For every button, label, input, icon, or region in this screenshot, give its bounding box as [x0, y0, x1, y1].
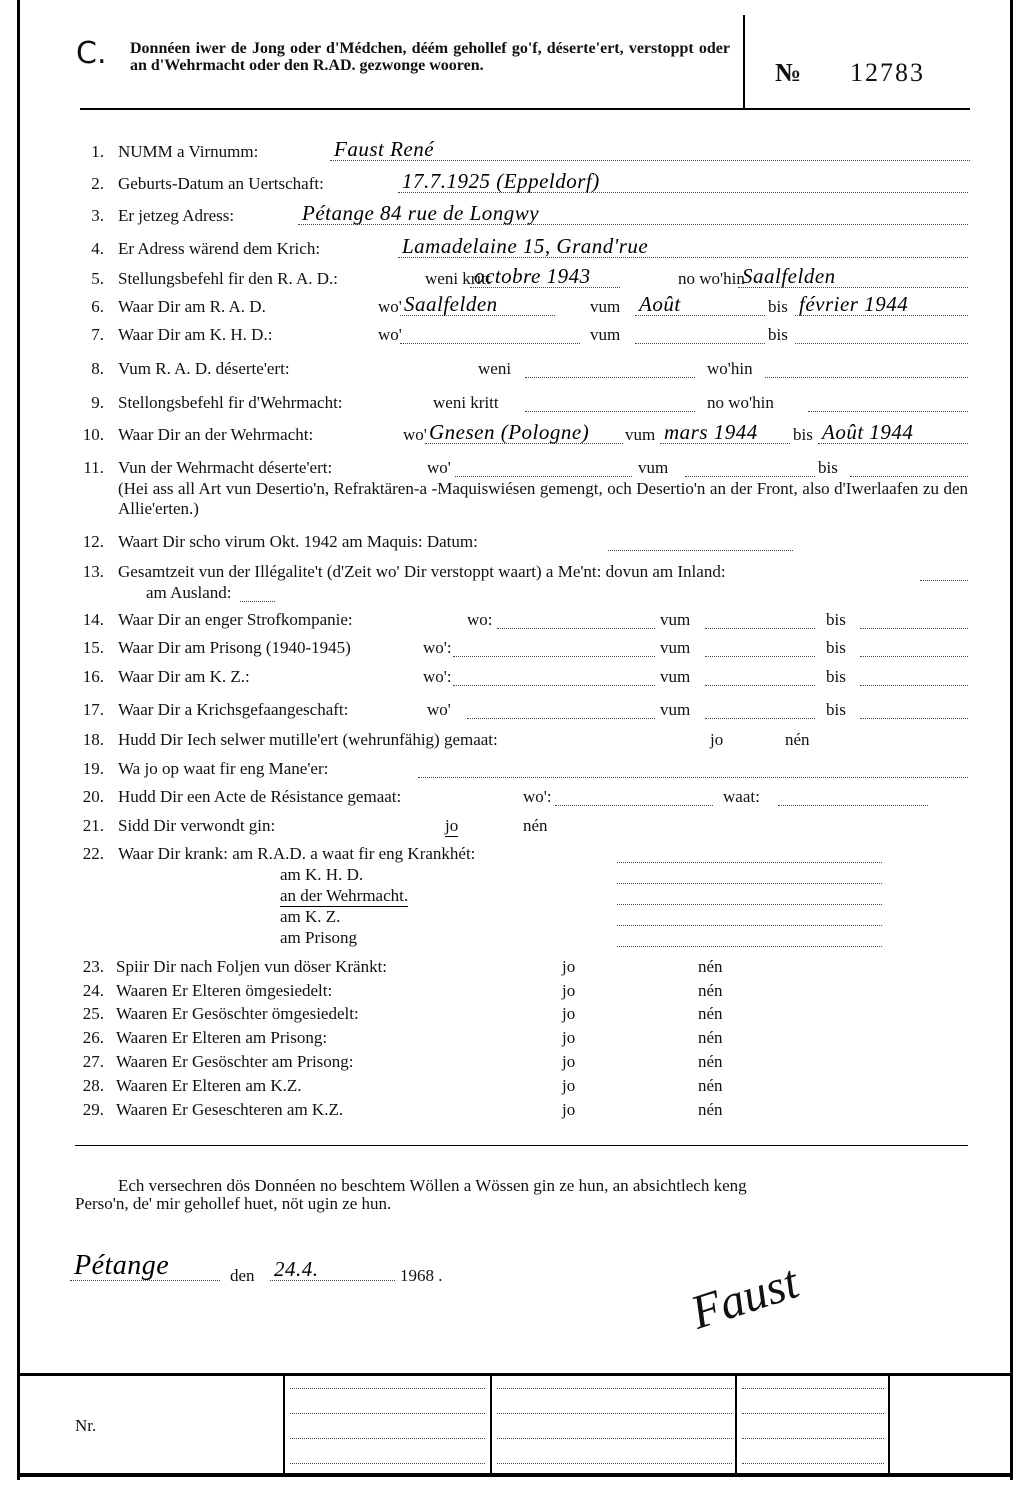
question-number: 27.: [82, 1052, 104, 1071]
field-label: wo:: [467, 610, 493, 629]
field-label: wo': [427, 700, 451, 719]
question-number: 28.: [82, 1076, 104, 1095]
option-no: nén: [698, 1052, 723, 1071]
question-label: Geburts-Datum an Uertschaft:: [118, 174, 324, 193]
option-no: nén: [698, 1004, 723, 1023]
field-label: no wo'hin: [678, 269, 745, 288]
field-label: wo': [378, 297, 402, 316]
question-label: Waar Dir krank: am R.A.D. a waat fir eng Krankhét:: [118, 844, 476, 863]
answer-field[interactable]: [705, 667, 815, 686]
question-number: 6.: [91, 297, 104, 316]
field-label: bis: [818, 458, 838, 477]
answer-field[interactable]: [470, 264, 620, 288]
question-label: Waaren Er Elteren am K.Z.: [116, 1076, 302, 1095]
answer-field[interactable]: [467, 700, 655, 719]
handwritten-answer: mars 1944: [664, 420, 758, 444]
answer-field[interactable]: [418, 759, 968, 778]
question-label: Er jetzeg Adress:: [118, 206, 235, 225]
section-rule: [75, 1145, 968, 1146]
option-no: nén: [698, 957, 723, 976]
question-label: Vun der Wehrmacht déserte'ert:: [118, 458, 333, 477]
handwritten-answer: Gnesen (Pologne): [429, 420, 590, 444]
handwritten-answer: Faust René: [334, 137, 435, 161]
footer-field[interactable]: [742, 1370, 884, 1389]
answer-field[interactable]: [860, 700, 968, 719]
field-label: vum: [638, 458, 669, 477]
question-number: 15.: [82, 638, 104, 657]
field-label: weni kritt: [425, 269, 491, 288]
declaration-line-2: Perso'n, de' mir gehollef huet, nöt ugin ze hun.: [75, 1194, 392, 1213]
question-number: 24.: [82, 981, 104, 1000]
question-label: Waar Dir am Prisong (1940-1945): [118, 638, 351, 657]
field-label: bis: [826, 700, 846, 719]
answer-field[interactable]: [705, 700, 815, 719]
handwritten-place: Pétange: [74, 1250, 170, 1281]
handwritten-answer: Saalfelden: [742, 264, 836, 288]
declaration-line-1: Ech versechren dös Donnéen no beschtem Wöllen a Wössen gin ze hun, an absichtlech keng: [118, 1176, 747, 1195]
handwritten-answer: 17.7.1925 (Eppeldorf): [402, 169, 600, 193]
question-label: NUMM a Virnumm:: [118, 142, 259, 161]
question-label: Spiir Dir nach Foljen vun döser Kränkt:: [116, 957, 388, 976]
question-sublabel: am Ausland:: [146, 583, 232, 602]
question-label: Waar Dir an der Wehrmacht:: [118, 425, 314, 444]
answer-field[interactable]: [240, 583, 275, 602]
answer-field[interactable]: [660, 420, 790, 444]
question-number: 22.: [82, 844, 104, 863]
question-label: Waaren Er Geseschteren am K.Z.: [116, 1100, 344, 1119]
answer-field[interactable]: [850, 458, 968, 477]
answer-field[interactable]: [453, 638, 655, 657]
answer-field[interactable]: [617, 844, 882, 863]
answer-field[interactable]: [298, 201, 968, 225]
handwritten-answer: Août: [639, 292, 681, 316]
field-label: vum: [590, 325, 621, 344]
question-number: 16.: [82, 667, 104, 686]
option-no: nén: [698, 981, 723, 1000]
question-label: Wa jo op waat fir eng Mane'er:: [118, 759, 329, 778]
answer-field[interactable]: [635, 292, 765, 316]
answer-field[interactable]: [453, 667, 655, 686]
footer-field[interactable]: [290, 1395, 485, 1414]
field-label: vum: [660, 610, 691, 629]
sub-label: am K. H. D.: [280, 865, 364, 884]
question-label: Hudd Dir Iech selwer mutille'ert (wehrunfähig) gemaat:: [118, 730, 498, 749]
option-yes: jo: [710, 730, 724, 749]
footer-field[interactable]: [742, 1395, 884, 1414]
handwritten-date: 24.4.: [274, 1257, 319, 1281]
field-label: vum: [590, 297, 621, 316]
option-yes: jo: [445, 816, 459, 835]
answer-field[interactable]: [455, 458, 632, 477]
answer-field[interactable]: [617, 865, 882, 884]
answer-field[interactable]: [818, 420, 968, 444]
answer-field[interactable]: [525, 359, 695, 378]
question-label: Waaren Er Elteren ömgesiedelt:: [116, 981, 333, 1000]
answer-field[interactable]: [497, 610, 655, 629]
answer-field[interactable]: [860, 667, 968, 686]
handwritten-answer: Saalfelden: [404, 292, 498, 316]
field-label: vum: [625, 425, 656, 444]
option-no: nén: [698, 1076, 723, 1095]
answer-field[interactable]: [555, 787, 713, 806]
answer-field[interactable]: [330, 137, 970, 161]
question-label: Hudd Dir een Acte de Résistance gemaat:: [118, 787, 402, 806]
question-number: 20.: [82, 787, 104, 806]
footer-col-divider: [283, 1375, 285, 1473]
question-label: Stellongsbefehl fir d'Wehrmacht:: [118, 393, 343, 412]
footer-field[interactable]: [290, 1370, 485, 1389]
answer-field[interactable]: [738, 264, 968, 288]
question-number: 29.: [82, 1100, 104, 1119]
left-border: [17, 0, 20, 1480]
right-border: [1010, 0, 1013, 1480]
question-number: 21.: [82, 816, 104, 835]
option-yes: jo: [562, 981, 576, 1000]
answer-field[interactable]: [795, 292, 968, 316]
answer-field[interactable]: [808, 393, 968, 412]
question-label: Er Adress wärend dem Krich:: [118, 239, 321, 258]
field-label: vum: [660, 667, 691, 686]
section-letter: C.: [76, 36, 107, 71]
field-label: bis: [793, 425, 813, 444]
question-number: 9.: [91, 393, 104, 412]
field-label: bis: [826, 610, 846, 629]
footer-field[interactable]: [497, 1445, 732, 1464]
question-label: Gesamtzeit vun der Illégalite't (d'Zeit wo' Dir verstoppt waart) a Me'nt: dovun am Inland:: [118, 562, 726, 581]
place-field[interactable]: [70, 1250, 220, 1281]
question-label: Waar Dir an enger Strofkompanie:: [118, 610, 353, 629]
answer-field[interactable]: [525, 393, 695, 412]
section-title: Donnéen iwer de Jong oder d'Médchen, déém gehollef go'f, déserte'ert, verstoppt oder an d'Wehrmacht oder den R.AD. gezwonge wooren.: [130, 40, 730, 74]
sub-label: an der Wehrmacht.: [280, 886, 409, 905]
question-number: 25.: [82, 1004, 104, 1023]
signature: Faust: [684, 1255, 805, 1340]
field-label: wo'hin: [707, 359, 753, 378]
date-field[interactable]: [270, 1257, 395, 1281]
sub-label: am Prisong: [280, 928, 357, 947]
question-number: 1.: [91, 142, 104, 161]
footer-col-divider: [735, 1375, 737, 1473]
question-note: (Hei ass all Art vun Desertio'n, Refraktären-a -Maquiswiésen gemengt, och Desertio'n an der Front, also d'Iwerlaafen zu den Allie'erten.): [118, 479, 968, 518]
option-yes: jo: [562, 1004, 576, 1023]
question-label: Vum R. A. D. déserte'ert:: [118, 359, 290, 378]
question-label: Waart Dir scho virum Okt. 1942 am Maquis: Datum:: [118, 532, 478, 551]
field-label: wo':: [423, 667, 452, 686]
question-label: Sidd Dir verwondt gin:: [118, 816, 276, 835]
answer-field[interactable]: [920, 562, 968, 581]
question-number: 5.: [91, 269, 104, 288]
answer-field[interactable]: [705, 610, 815, 629]
answer-field[interactable]: [400, 292, 555, 316]
answer-field[interactable]: [617, 886, 882, 905]
header-divider: [743, 15, 745, 110]
field-label: vum: [660, 638, 691, 657]
field-label: no wo'hin: [707, 393, 774, 412]
question-number: 10.: [82, 425, 104, 444]
handwritten-answer: Lamadelaine 15, Grand'rue: [402, 234, 649, 258]
field-label: bis: [826, 638, 846, 657]
question-number: 13.: [82, 562, 104, 581]
field-label: weni: [478, 359, 512, 378]
answer-field[interactable]: [398, 234, 968, 258]
answer-field[interactable]: [705, 638, 815, 657]
den-label: den: [230, 1266, 255, 1285]
question-label: Waar Dir am R. A. D.: [118, 297, 266, 316]
header-rule: [80, 108, 970, 110]
question-label: Stellungsbefehl fir den R. A. D.:: [118, 269, 339, 288]
question-number: 2.: [91, 174, 104, 193]
answer-field[interactable]: [860, 638, 968, 657]
question-number: 14.: [82, 610, 104, 629]
footer-field[interactable]: [290, 1445, 485, 1464]
field-label: bis: [768, 297, 788, 316]
question-number: 17.: [82, 700, 104, 719]
handwritten-answer: octobre 1943: [474, 264, 591, 288]
option-no: nén: [698, 1028, 723, 1047]
question-number: 19.: [82, 759, 104, 778]
question-label: Waaren Er Gesöschter am Prisong:: [116, 1052, 354, 1071]
footer-bottom-rule: [20, 1473, 1010, 1477]
footer-field[interactable]: [742, 1445, 884, 1464]
question-number: 26.: [82, 1028, 104, 1047]
question-number: 18.: [82, 730, 104, 749]
question-number: 7.: [91, 325, 104, 344]
handwritten-answer: Août 1944: [822, 420, 914, 444]
option-yes: jo: [562, 1028, 576, 1047]
footer-field[interactable]: [290, 1420, 485, 1439]
field-label: wo': [378, 325, 402, 344]
question-number: 11.: [83, 458, 104, 477]
option-yes: jo: [562, 957, 576, 976]
handwritten-answer: février 1944: [799, 292, 909, 316]
answer-field[interactable]: [778, 787, 928, 806]
form-number: 12783: [850, 58, 925, 87]
option-no: nén: [523, 816, 548, 835]
option-yes: jo: [562, 1076, 576, 1095]
footer-col-divider: [490, 1375, 492, 1473]
answer-field[interactable]: [860, 610, 968, 629]
answer-field[interactable]: [617, 907, 882, 926]
handwritten-answer: Pétange 84 rue de Longwy: [302, 201, 540, 225]
answer-field[interactable]: [617, 928, 882, 947]
number-sign: №: [775, 58, 802, 87]
question-number: 12.: [82, 532, 104, 551]
option-yes: jo: [562, 1052, 576, 1071]
footer-field[interactable]: [497, 1395, 732, 1414]
question-label: Waaren Er Elteren am Prisong:: [116, 1028, 328, 1047]
answer-field[interactable]: [608, 532, 793, 551]
field-label: weni kritt: [433, 393, 499, 412]
option-no: nén: [785, 730, 810, 749]
field-label: wo':: [523, 787, 552, 806]
question-label: Waar Dir am K. H. D.:: [118, 325, 273, 344]
footer-col-divider: [888, 1375, 890, 1473]
answer-field[interactable]: [765, 359, 968, 378]
nr-label: Nr.: [75, 1416, 97, 1435]
answer-field[interactable]: [425, 420, 623, 444]
question-number: 8.: [91, 359, 104, 378]
answer-field[interactable]: [685, 458, 815, 477]
answer-field[interactable]: [398, 169, 968, 193]
answer-field[interactable]: [400, 325, 580, 344]
question-number: 23.: [82, 957, 104, 976]
answer-field[interactable]: [795, 325, 968, 344]
footer-field[interactable]: [742, 1420, 884, 1439]
field-label: wo': [403, 425, 427, 444]
option-no: nén: [698, 1100, 723, 1119]
field-label: vum: [660, 700, 691, 719]
question-number: 3.: [91, 206, 104, 225]
field-label: wo': [427, 458, 451, 477]
field-label: bis: [768, 325, 788, 344]
field-label: wo':: [423, 638, 452, 657]
footer-field[interactable]: [497, 1420, 732, 1439]
question-label: Waar Dir am K. Z.:: [118, 667, 250, 686]
field-label: waat:: [723, 787, 760, 806]
sub-label: am K. Z.: [280, 907, 341, 926]
answer-field[interactable]: [635, 325, 765, 344]
year-label: 1968 .: [400, 1266, 443, 1285]
question-label: Waar Dir a Krichsgefaangeschaft:: [118, 700, 349, 719]
question-number: 4.: [91, 239, 104, 258]
field-label: bis: [826, 667, 846, 686]
footer-field[interactable]: [497, 1370, 732, 1389]
option-yes: jo: [562, 1100, 576, 1119]
question-label: Waaren Er Gesöschter ömgesiedelt:: [116, 1004, 359, 1023]
